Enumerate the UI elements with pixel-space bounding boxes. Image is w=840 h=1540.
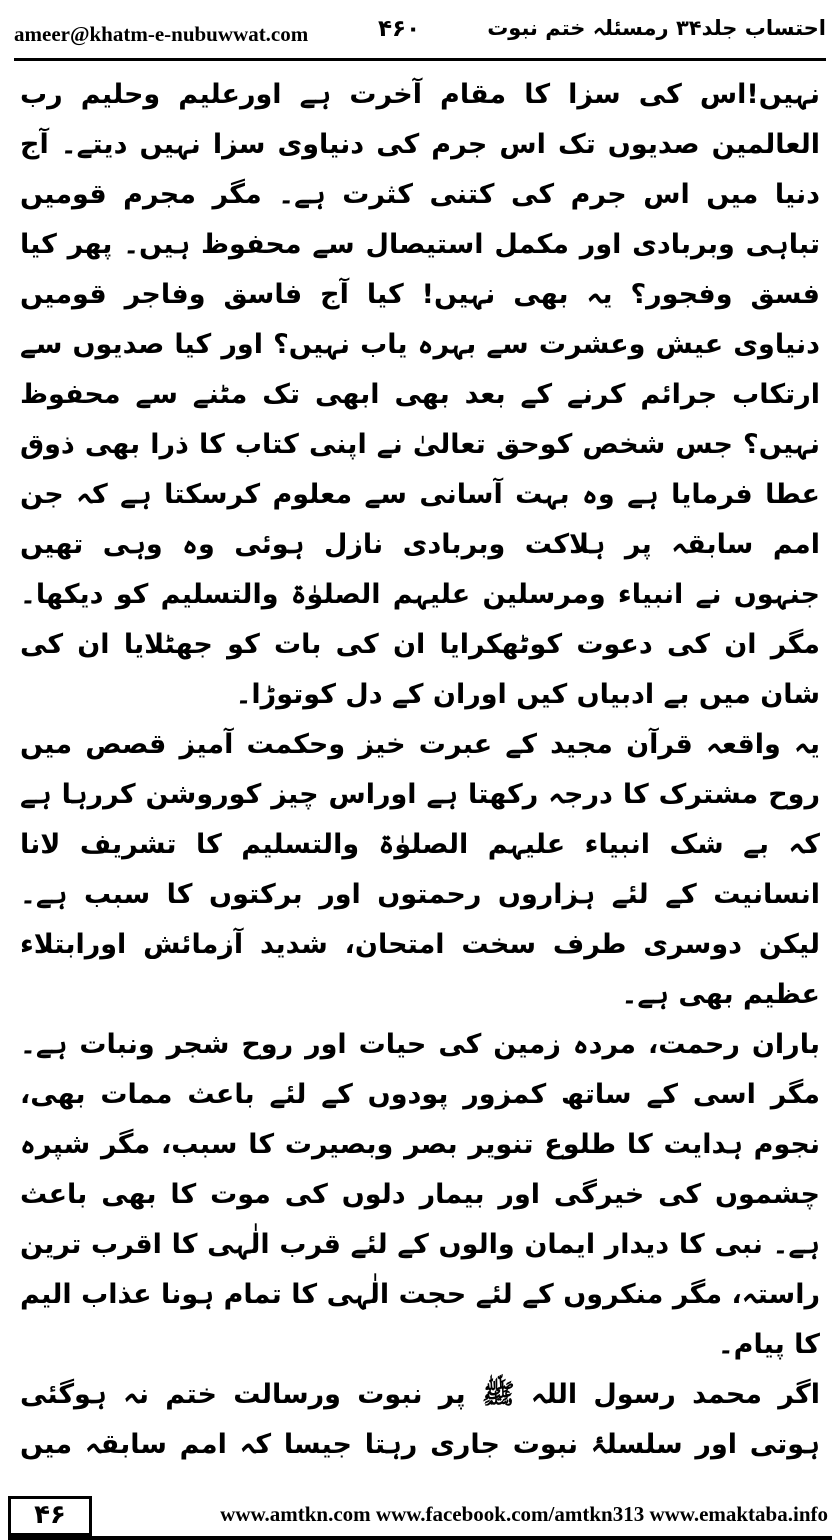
page-header xyxy=(0,0,840,62)
paragraph-3: باران رحمت، مردہ زمین کی حیات اور روح شجر ونبات ہے۔ مگر اسی کے ساتھ کمزور پودوں کے لئے باعث ممات بھی، نجوم ہدایت کا طلوع تنویر بصر وبصیرت کا سبب، مگر شپرہ چشموں کی خیرگی اور بیمار دلوں کی موت کا بھی باعث ہے۔ نبی کا دیدار ایمان والوں کے لئے قرب الٰہی کا اقرب ترین راستہ، مگر منکروں کے لئے حجت الٰہی کا تمام ہونا عذاب الیم کا پیام۔ xyxy=(20,1029,820,1360)
paragraph-4: اگر محمد رسول اللہ ﷺ پر نبوت ورسالت ختم نہ ہوگئی ہوتی اور سلسلۂ نبوت جاری رہتا جیسا کہ امم سابقہ میں xyxy=(20,1379,820,1460)
header-page-number: ۴۶۰ xyxy=(378,16,421,42)
header-email: ameer@khatm-e-nubuwwat.com xyxy=(14,22,309,46)
footer-links: www.amtkn.com www.facebook.com/amtkn313 www.emaktaba.info xyxy=(220,1502,828,1526)
header-book-title: احتساب جلد۳۴ رمسئلہ ختم نبوت xyxy=(487,16,826,40)
page-footer xyxy=(0,1492,840,1540)
page-body xyxy=(20,70,820,1480)
footer-page-number: ۴۶ xyxy=(8,1496,92,1536)
footer-rule xyxy=(8,1536,832,1540)
paragraph-2: یہ واقعہ قرآن مجید کے عبرت خیز وحکمت آمیز قصص میں روح مشترک کا درجہ رکھتا ہے اوراس چیز کوروشن کررہا ہے کہ بے شک انبیاء علیہم الصلوٰۃ والتسلیم کا تشریف لانا انسانیت کے لئے ہزاروں رحمتوں اور برکتوں کا سبب ہے۔ لیکن دوسری طرف سخت امتحان، شدید آزمائش اورابتلاء عظیم بھی ہے۔ xyxy=(20,729,820,1010)
header-rule xyxy=(14,58,826,61)
paragraph-1: نہیں!اس کی سزا کا مقام آخرت ہے اورعلیم وحلیم رب العالمین صدیوں تک اس جرم کی دنیاوی سزا نہیں دیتے۔ آج دنیا میں اس جرم کی کتنی کثرت ہے۔ مگر مجرم قومیں تباہی وبربادی اور مکمل استیصال سے محفوظ ہیں۔ پھر کیا فسق وفجور؟ یہ بھی نہیں! کیا آج فاسق وفاجر قومیں دنیاوی عیش وعشرت سے بہرہ یاب نہیں؟ اور کیا صدیوں سے ارتکاب جرائم کرنے کے بعد بھی ابھی تک مٹنے سے محفوظ نہیں؟ جس شخص کوحق تعالیٰ نے اپنی کتاب کا ذرا بھی ذوق عطا فرمایا ہے وہ بہت آسانی سے معلوم کرسکتا ہے کہ جن امم سابقہ پر ہلاکت وبربادی نازل ہوئی وہ وہی تھیں جنہوں نے انبیاء ومرسلین علیہم الصلوٰۃ والتسلیم کو دیکھا۔ مگر ان کی دعوت کوٹھکرایا ان کی بات کو جھٹلایا ان کی شان میں بے ادبیاں کیں اوران کے دل کوتوڑا۔ xyxy=(20,79,820,710)
